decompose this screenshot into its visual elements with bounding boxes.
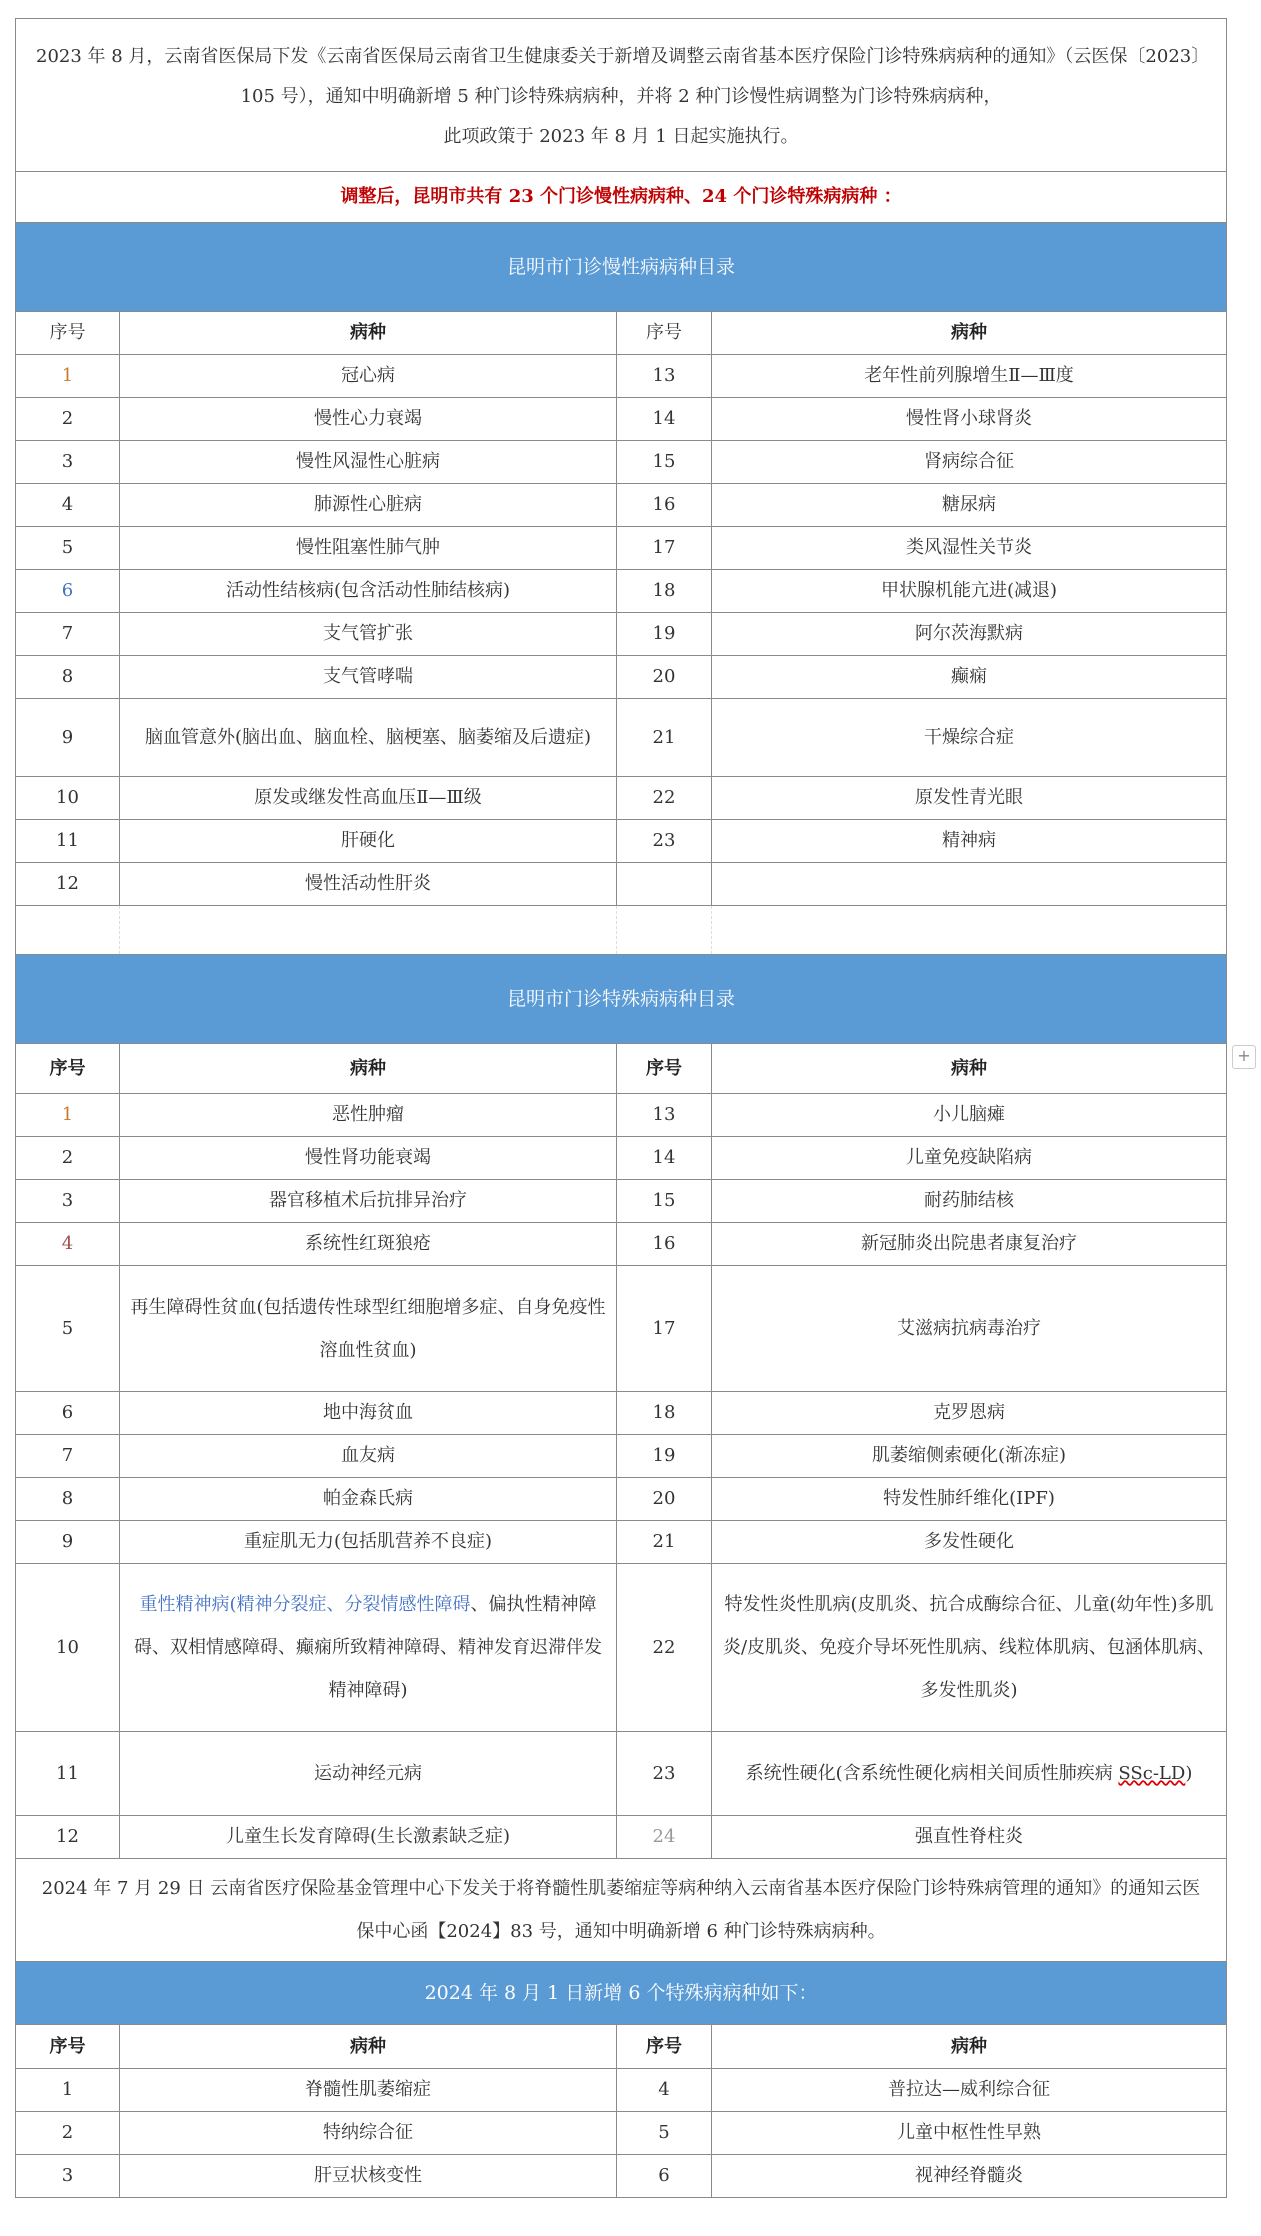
row-number: 11	[16, 1732, 120, 1816]
row-number: 19	[617, 1435, 712, 1478]
notice-text: 调整后，昆明市共有 23 个门诊慢性病病种、24 个门诊特殊病病种 ：	[16, 172, 1227, 223]
row-number: 5	[16, 1266, 120, 1392]
header-cell: 病种	[120, 312, 617, 355]
add-row-button[interactable]: +	[1232, 1045, 1256, 1069]
row-number: 13	[617, 355, 712, 398]
disease-name: 克罗恩病	[712, 1392, 1227, 1435]
disease-name: 慢性风湿性心脏病	[120, 441, 617, 484]
disease-name	[120, 1564, 617, 1732]
table-row	[16, 441, 1227, 484]
row-number: 20	[617, 656, 712, 699]
table-row	[16, 1223, 1227, 1266]
disease-text-end: )	[1185, 1762, 1193, 1784]
disease-name: 精神病	[712, 820, 1227, 863]
empty-cell	[617, 906, 712, 955]
row-number: 8	[16, 1478, 120, 1521]
row-number: 1	[16, 2069, 120, 2112]
row-number: 20	[617, 1478, 712, 1521]
header-cell: 病种	[712, 312, 1227, 355]
empty-cell	[16, 906, 120, 955]
row-number: 3	[16, 1180, 120, 1223]
disease-name: 原发或继发性高血压Ⅱ—Ⅲ级	[120, 777, 617, 820]
row-number: 10	[16, 1564, 120, 1732]
disease-name: 重症肌无力(包括肌营养不良症)	[120, 1521, 617, 1564]
table-row	[16, 1564, 1227, 1732]
chronic-header-row	[16, 312, 1227, 355]
table-row	[16, 2155, 1227, 2198]
intro-line-1: 2023 年 8 月，云南省医保局下发《云南省医保局云南省卫生健康委关于新增及调整云南省基本医疗保险门诊特殊病病种的通知》（云医保〔2023〕	[36, 46, 1210, 67]
disease-name: 儿童免疫缺陷病	[712, 1137, 1227, 1180]
row-number: 10	[16, 777, 120, 820]
disease-name: 血友病	[120, 1435, 617, 1478]
row-number: 23	[617, 820, 712, 863]
disease-name: 器官移植术后抗排异治疗	[120, 1180, 617, 1223]
row-number: 21	[617, 1521, 712, 1564]
disease-name: 慢性肾小球肾炎	[712, 398, 1227, 441]
header-cell: 序号	[617, 1044, 712, 1094]
special-title: 昆明市门诊特殊病病种目录	[16, 955, 1227, 1044]
row-number: 13	[617, 1094, 712, 1137]
disease-name: 活动性结核病(包含活动性肺结核病)	[120, 570, 617, 613]
row-number: 16	[617, 484, 712, 527]
disease-name: 新冠肺炎出院患者康复治疗	[712, 1223, 1227, 1266]
row-number: 17	[617, 527, 712, 570]
header-cell: 序号	[617, 312, 712, 355]
special-header-row	[16, 1044, 1227, 1094]
disease-name: 视神经脊髓炎	[712, 2155, 1227, 2198]
new2024-header-row	[16, 2025, 1227, 2069]
disease-name: 肺源性心脏病	[120, 484, 617, 527]
row-number: 7	[16, 613, 120, 656]
row-number: 23	[617, 1732, 712, 1816]
disease-text: 、偏执性精神障碍、双相情感障碍、癫痫所致精神障碍、精神发育迟滞伴发精神障碍)	[134, 1594, 602, 1701]
row-number: 19	[617, 613, 712, 656]
disease-name: 肝豆状核变性	[120, 2155, 617, 2198]
row-number	[617, 863, 712, 906]
spellcheck-word: SSc-LD	[1118, 1762, 1186, 1784]
special-title-row	[16, 955, 1227, 1044]
disease-name: 慢性心力衰竭	[120, 398, 617, 441]
notice-row	[16, 172, 1227, 223]
empty-cell	[712, 906, 1227, 955]
row-number: 1	[16, 355, 120, 398]
disease-name: 冠心病	[120, 355, 617, 398]
row-number: 4	[16, 1223, 120, 1266]
disease-name: 支气管哮喘	[120, 656, 617, 699]
table-row	[16, 527, 1227, 570]
disease-name: 慢性肾功能衰竭	[120, 1137, 617, 1180]
disease-name: 多发性硬化	[712, 1521, 1227, 1564]
notice2-text	[16, 1859, 1227, 1962]
row-number: 9	[16, 699, 120, 777]
row-number: 11	[16, 820, 120, 863]
intro-line-3: 此项政策于 2023 年 8 月 1 日起实施执行。	[443, 126, 799, 147]
disease-name: 恶性肿瘤	[120, 1094, 617, 1137]
disease-name: 肌萎缩侧索硬化(渐冻症)	[712, 1435, 1227, 1478]
row-number: 5	[16, 527, 120, 570]
table-row	[16, 1478, 1227, 1521]
intro-row	[16, 19, 1227, 172]
row-number: 3	[16, 2155, 120, 2198]
row-number: 21	[617, 699, 712, 777]
disease-name: 强直性脊柱炎	[712, 1816, 1227, 1859]
table-row	[16, 2069, 1227, 2112]
row-number: 1	[16, 1094, 120, 1137]
row-number: 6	[16, 1392, 120, 1435]
disease-name: 肝硬化	[120, 820, 617, 863]
table-row	[16, 1180, 1227, 1223]
table-row	[16, 1816, 1227, 1859]
row-number: 2	[16, 398, 120, 441]
notice2-line-1: 2024 年 7 月 29 日 云南省医疗保险基金管理中心下发关于将脊髓性肌萎缩症等病种纳入云南省基本医疗保险门诊特殊病管理的通知》的通知云医	[41, 1878, 1201, 1899]
header-cell: 病种	[712, 1044, 1227, 1094]
intro-line-2: 105 号），通知中明确新增 5 种门诊特殊病病种，并将 2 种门诊慢性病调整为门诊特殊病病种，	[240, 86, 1002, 107]
disease-name: 特发性肺纤维化(IPF)	[712, 1478, 1227, 1521]
disease-name: 耐药肺结核	[712, 1180, 1227, 1223]
table-row	[16, 1732, 1227, 1816]
spacer-row	[16, 906, 1227, 955]
header-cell: 序号	[16, 2025, 120, 2069]
table-row	[16, 1521, 1227, 1564]
policy-table	[15, 18, 1227, 2198]
row-number: 8	[16, 656, 120, 699]
row-number: 14	[617, 398, 712, 441]
disease-name: 运动神经元病	[120, 1732, 617, 1816]
disease-name: 癫痫	[712, 656, 1227, 699]
row-number: 2	[16, 2112, 120, 2155]
disease-name: 再生障碍性贫血(包括遗传性球型红细胞增多症、自身免疫性溶血性贫血)	[120, 1266, 617, 1392]
row-number: 18	[617, 1392, 712, 1435]
disease-name: 脊髓性肌萎缩症	[120, 2069, 617, 2112]
disease-link[interactable]: 重性精神病(精神分裂症、分裂情感性障碍	[139, 1594, 471, 1615]
disease-name: 阿尔茨海默病	[712, 613, 1227, 656]
header-cell: 序号	[16, 1044, 120, 1094]
disease-name: 系统性红斑狼疮	[120, 1223, 617, 1266]
disease-name: 地中海贫血	[120, 1392, 617, 1435]
table-row	[16, 656, 1227, 699]
table-row	[16, 863, 1227, 906]
row-number: 22	[617, 777, 712, 820]
row-number: 4	[16, 484, 120, 527]
header-cell: 病种	[120, 2025, 617, 2069]
row-number: 12	[16, 863, 120, 906]
table-row	[16, 699, 1227, 777]
disease-name: 糖尿病	[712, 484, 1227, 527]
disease-name: 脑血管意外(脑出血、脑血栓、脑梗塞、脑萎缩及后遗症)	[120, 699, 617, 777]
disease-name: 甲状腺机能亢进(减退)	[712, 570, 1227, 613]
table-row	[16, 777, 1227, 820]
row-number: 2	[16, 1137, 120, 1180]
row-number: 15	[617, 1180, 712, 1223]
header-cell: 序号	[16, 312, 120, 355]
intro-text	[16, 19, 1227, 172]
row-number: 18	[617, 570, 712, 613]
disease-name: 老年性前列腺增生Ⅱ—Ⅲ度	[712, 355, 1227, 398]
empty-cell	[120, 906, 617, 955]
table-row	[16, 398, 1227, 441]
row-number: 24	[617, 1816, 712, 1859]
row-number: 4	[617, 2069, 712, 2112]
disease-name: 艾滋病抗病毒治疗	[712, 1266, 1227, 1392]
disease-name: 特纳综合征	[120, 2112, 617, 2155]
row-number: 17	[617, 1266, 712, 1392]
disease-name: 特发性炎性肌病(皮肌炎、抗合成酶综合征、儿童(幼年性)多肌炎/皮肌炎、免疫介导坏死性肌病、线粒体肌病、包涵体肌病、多发性肌炎)	[712, 1564, 1227, 1732]
table-row	[16, 1266, 1227, 1392]
disease-name	[712, 863, 1227, 906]
table-row	[16, 355, 1227, 398]
disease-name: 小儿脑瘫	[712, 1094, 1227, 1137]
table-row	[16, 1392, 1227, 1435]
table-row	[16, 2112, 1227, 2155]
table-row	[16, 613, 1227, 656]
table-row	[16, 1094, 1227, 1137]
row-number: 22	[617, 1564, 712, 1732]
row-number: 5	[617, 2112, 712, 2155]
row-number: 3	[16, 441, 120, 484]
disease-name: 肾病综合征	[712, 441, 1227, 484]
disease-name: 慢性阻塞性肺气肿	[120, 527, 617, 570]
disease-name: 儿童中枢性性早熟	[712, 2112, 1227, 2155]
disease-name: 帕金森氏病	[120, 1478, 617, 1521]
row-number: 14	[617, 1137, 712, 1180]
row-number: 16	[617, 1223, 712, 1266]
disease-name: 干燥综合症	[712, 699, 1227, 777]
chronic-title-row	[16, 223, 1227, 312]
row-number: 6	[617, 2155, 712, 2198]
disease-name: 慢性活动性肝炎	[120, 863, 617, 906]
notice2-row	[16, 1859, 1227, 1962]
disease-name: 儿童生长发育障碍(生长激素缺乏症)	[120, 1816, 617, 1859]
header-cell: 病种	[712, 2025, 1227, 2069]
header-cell: 序号	[617, 2025, 712, 2069]
row-number: 12	[16, 1816, 120, 1859]
table-row	[16, 1137, 1227, 1180]
new2024-title: 2024 年 8 月 1 日新增 6 个特殊病病种如下：	[16, 1962, 1227, 2025]
disease-text: 系统性硬化(含系统性硬化病相关间质性肺疾病	[745, 1762, 1119, 1784]
disease-name: 支气管扩张	[120, 613, 617, 656]
row-number: 6	[16, 570, 120, 613]
row-number: 7	[16, 1435, 120, 1478]
notice2-line-2: 保中心函【2024】83 号，通知中明确新增 6 种门诊特殊病病种。	[356, 1921, 886, 1942]
disease-name: 原发性青光眼	[712, 777, 1227, 820]
header-cell: 病种	[120, 1044, 617, 1094]
table-row	[16, 570, 1227, 613]
disease-name: 类风湿性关节炎	[712, 527, 1227, 570]
row-number: 15	[617, 441, 712, 484]
table-row	[16, 820, 1227, 863]
policy-document	[15, 18, 1226, 2198]
chronic-title: 昆明市门诊慢性病病种目录	[16, 223, 1227, 312]
table-row	[16, 1435, 1227, 1478]
row-number: 9	[16, 1521, 120, 1564]
disease-name: 普拉达—威利综合征	[712, 2069, 1227, 2112]
disease-name	[712, 1732, 1227, 1816]
new2024-title-row	[16, 1962, 1227, 2025]
table-row	[16, 484, 1227, 527]
